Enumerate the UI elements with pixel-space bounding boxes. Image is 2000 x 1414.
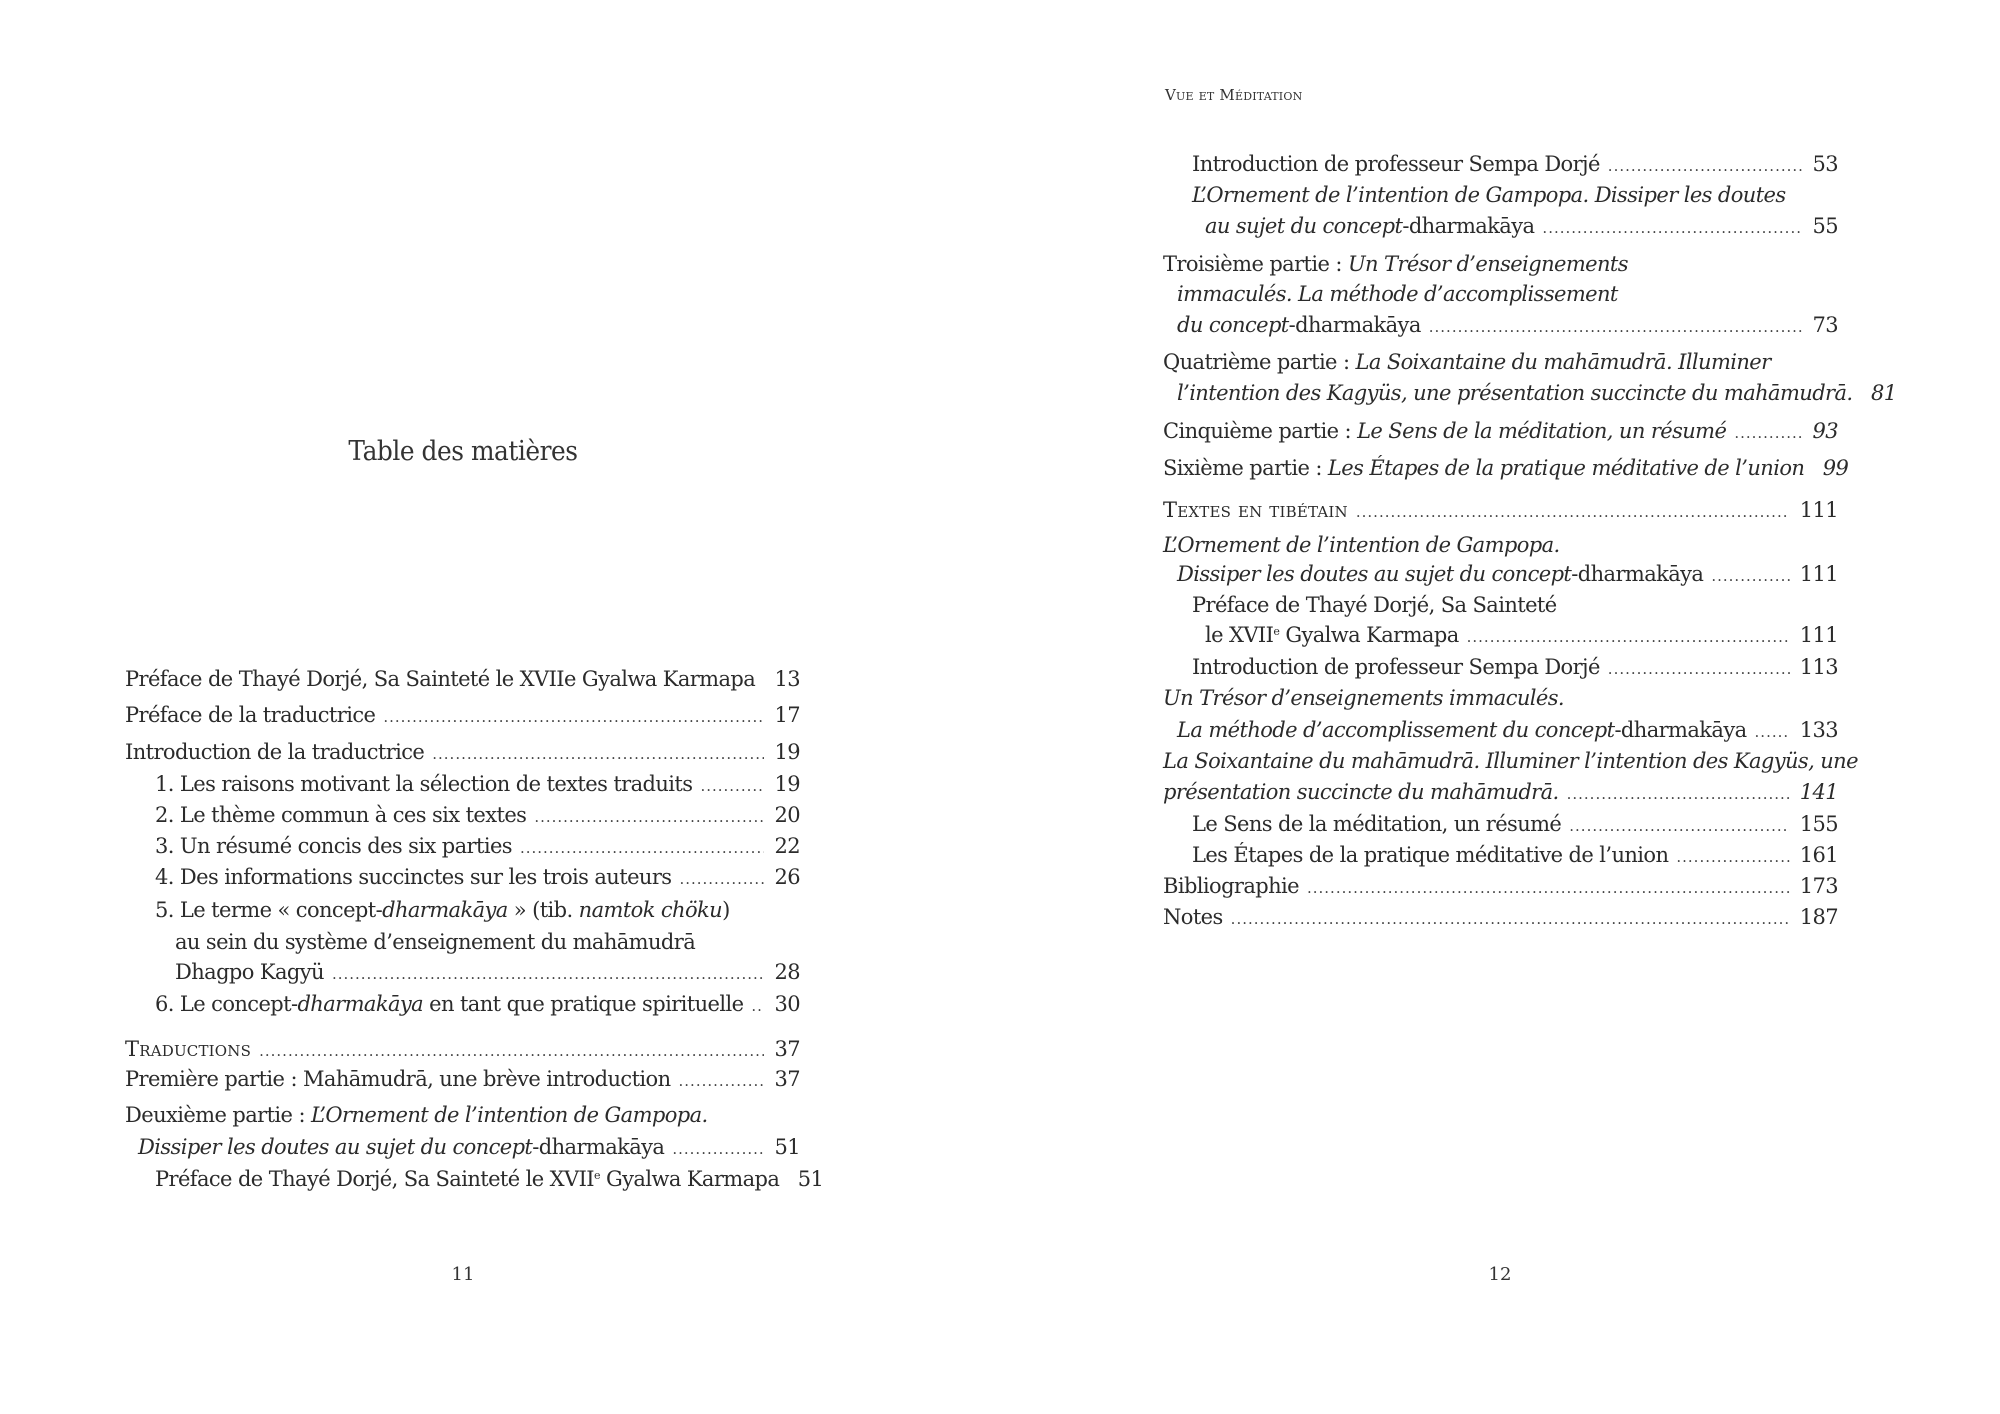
toc-page-number: 133 — [1799, 718, 1838, 742]
dot-leader — [1569, 811, 1789, 841]
toc-entry — [155, 1164, 824, 1194]
toc-entry-title: Cinquième partie : Le Sens de la méditation, un résumé — [1163, 419, 1727, 443]
toc-page-number: 22 — [774, 834, 800, 858]
toc-entry-title: 5. Le terme « concept-dharmakāya » (tib. namtok chöku) — [155, 898, 730, 922]
toc-entry-title: Introduction de la traductrice — [125, 740, 425, 764]
dot-leader — [679, 1066, 764, 1096]
toc-entry — [155, 769, 800, 799]
toc-entry — [1163, 871, 1838, 901]
toc-entry-title: Notes — [1163, 905, 1223, 929]
toc-entry — [1163, 902, 1838, 932]
dot-leader — [1608, 654, 1790, 684]
toc-entry-title: Quatrième partie : La Soixantaine du mahāmudrā. Illuminer — [1163, 350, 1771, 374]
toc-entry — [175, 957, 800, 987]
dot-leader — [1307, 873, 1790, 903]
toc-entry-title: 3. Un résumé concis des six parties — [155, 834, 512, 858]
toc-page-number: 51 — [797, 1167, 824, 1191]
toc-entry — [1163, 530, 1560, 560]
toc-page-number: 73 — [1812, 313, 1838, 337]
toc-page-number: 99 — [1822, 456, 1849, 480]
toc-entry — [1163, 453, 1849, 483]
toc-entry-title: Troisième partie : Un Trésor d’enseignements — [1163, 252, 1628, 276]
dot-leader — [751, 991, 764, 1021]
toc-entry-title: Textes en tibétain — [1163, 498, 1348, 522]
toc-page-number: 141 — [1799, 780, 1838, 804]
toc-entry-title: L’Ornement de l’intention de Gampopa. Dissiper les doutes — [1192, 183, 1786, 207]
toc-entry-title: Bibliographie — [1163, 874, 1299, 898]
toc-entry-title: du concept-dharmakāya — [1177, 313, 1421, 337]
dot-leader — [1542, 213, 1802, 243]
toc-entry-title: Un Trésor d’enseignements immaculés. — [1163, 686, 1564, 710]
dot-leader — [534, 802, 764, 832]
toc-entry-title: Les Étapes de la pratique méditative de l’union — [1192, 843, 1669, 867]
toc-page-number: 155 — [1799, 812, 1838, 836]
toc-entry-title: Dissiper les doutes au sujet du concept-dharmakāya — [138, 1135, 665, 1159]
toc-entry — [1177, 559, 1838, 589]
toc-entry-title: Préface de Thayé Dorjé, Sa Sainteté — [1192, 593, 1557, 617]
toc-entry — [1192, 809, 1838, 839]
dot-leader — [763, 666, 764, 696]
toc-page-number: 111 — [1799, 562, 1838, 586]
toc-page-number: 20 — [774, 803, 800, 827]
toc-entry — [1205, 211, 1838, 241]
dot-leader — [1676, 842, 1789, 872]
toc-page-number: 26 — [774, 865, 800, 889]
dot-leader — [1567, 779, 1790, 809]
toc-entry — [125, 664, 800, 694]
toc-entry-title: Préface de la traductrice — [125, 703, 376, 727]
toc-entry-title: Introduction de professeur Sempa Dorjé — [1192, 152, 1600, 176]
page-number: 11 — [451, 1264, 475, 1285]
toc-entry — [1192, 590, 1557, 620]
toc-entry — [1163, 347, 1771, 377]
toc-entry — [155, 800, 800, 830]
toc-entry — [1163, 249, 1628, 279]
toc-entry-title: Sixième partie : Les Étapes de la pratique méditative de l’union — [1163, 456, 1805, 480]
toc-page-number: 19 — [774, 772, 800, 796]
toc-entry — [175, 927, 695, 957]
toc-entry-title: Dissiper les doutes au sujet du concept-dharmakāya — [1177, 562, 1704, 586]
toc-page-number: 173 — [1799, 874, 1838, 898]
dot-leader — [1734, 418, 1802, 448]
toc-entry — [1177, 378, 1897, 408]
toc-page-number: 28 — [774, 960, 800, 984]
toc-entry-title: 1. Les raisons motivant la sélection de textes traduits — [155, 772, 693, 796]
toc-page-number: 53 — [1812, 152, 1838, 176]
dot-leader — [672, 1134, 764, 1164]
toc-entry-title: l’intention des Kagyüs, une présentation succincte du mahāmudrā. — [1177, 381, 1853, 405]
toc-entry — [125, 1064, 800, 1094]
toc-entry — [1192, 180, 1786, 210]
right-page — [1000, 0, 2000, 1414]
toc-entry — [125, 1100, 708, 1130]
toc-entry — [1163, 683, 1564, 713]
toc-page-number: 113 — [1799, 655, 1838, 679]
toc-page-number: 37 — [774, 1037, 800, 1061]
toc-page-number: 187 — [1799, 905, 1838, 929]
toc-page-number: 13 — [774, 667, 800, 691]
toc-entry-title: L’Ornement de l’intention de Gampopa. — [1163, 533, 1560, 557]
toc-entry-title: immaculés. La méthode d’accomplissement — [1177, 282, 1618, 306]
running-head: Vue et Méditation — [1165, 86, 1303, 104]
toc-page-number: 17 — [774, 703, 800, 727]
toc-entry-title: 6. Le concept-dharmakāya en tant que pratique spirituelle — [155, 992, 744, 1016]
toc-page-number: 111 — [1799, 498, 1838, 522]
toc-page-number: 37 — [774, 1067, 800, 1091]
page-number: 12 — [1488, 1264, 1512, 1285]
toc-entry-title: Deuxième partie : L’Ornement de l’intention de Gampopa. — [125, 1103, 708, 1127]
toc-entry — [1205, 620, 1838, 650]
toc-entry — [155, 895, 730, 925]
toc-entry — [1163, 495, 1838, 525]
toc-entry — [155, 862, 800, 892]
dot-leader — [520, 833, 764, 863]
dot-leader — [1608, 151, 1802, 181]
toc-entry-title: Le Sens de la méditation, un résumé — [1192, 812, 1562, 836]
toc-entry — [125, 1034, 800, 1064]
toc-entry-title: La Soixantaine du mahāmudrā. Illuminer l’intention des Kagyüs, une — [1163, 749, 1858, 773]
toc-entry-title: 2. Le thème commun à ces six textes — [155, 803, 527, 827]
toc-entry — [1163, 746, 1858, 776]
toc-entry — [1192, 652, 1838, 682]
toc-page-number: 93 — [1812, 419, 1838, 443]
toc-entry-title: Préface de Thayé Dorjé, Sa Sainteté le XVIIe Gyalwa Karmapa — [155, 1167, 780, 1191]
toc-entry — [125, 700, 800, 730]
toc-entry-title: le XVIIe Gyalwa Karmapa — [1205, 623, 1459, 647]
dot-leader — [1467, 622, 1790, 652]
toc-page-number: 19 — [774, 740, 800, 764]
toc-page-number: 81 — [1870, 381, 1897, 405]
toc-entry — [1163, 416, 1838, 446]
toc-page-number: 161 — [1799, 843, 1838, 867]
toc-entry-title: présentation succincte du mahāmudrā. — [1163, 780, 1559, 804]
dot-leader — [1356, 497, 1790, 527]
toc-entry-title: Traductions — [125, 1037, 252, 1061]
toc-entry — [1192, 840, 1838, 870]
toc-entry — [1177, 279, 1618, 309]
dot-leader — [332, 959, 764, 989]
page-title: Table des matières — [348, 436, 578, 467]
toc-entry — [138, 1132, 800, 1162]
toc-page-number: 55 — [1812, 214, 1838, 238]
toc-page-number: 51 — [774, 1135, 800, 1159]
toc-entry — [1177, 715, 1838, 745]
dot-leader — [1429, 312, 1802, 342]
dot-leader — [1711, 561, 1789, 591]
toc-entry — [155, 989, 800, 1019]
toc-entry — [1192, 149, 1838, 179]
dot-leader — [679, 864, 764, 894]
toc-entry-title: Dhagpo Kagyü — [175, 960, 324, 984]
toc-entry-title: Préface de Thayé Dorjé, Sa Sainteté le XVIIe Gyalwa Karmapa — [125, 667, 756, 691]
dot-leader — [432, 739, 764, 769]
toc-entry — [125, 737, 800, 767]
toc-entry-title: La méthode d’accomplissement du concept-dharmakāya — [1177, 718, 1747, 742]
toc-entry — [1163, 777, 1838, 807]
toc-entry-title: au sein du système d’enseignement du mahāmudrā — [175, 930, 696, 954]
dot-leader — [1231, 904, 1790, 934]
toc-entry-title: 4. Des informations succinctes sur les trois auteurs — [155, 865, 672, 889]
toc-page-number: 30 — [774, 992, 800, 1016]
dot-leader — [383, 702, 764, 732]
toc-entry-title: Première partie : Mahāmudrā, une brève introduction — [125, 1067, 671, 1091]
dot-leader — [259, 1036, 764, 1066]
toc-entry-title: au sujet du concept-dharmakāya — [1205, 214, 1535, 238]
toc-entry — [1177, 310, 1838, 340]
dot-leader — [700, 771, 764, 801]
toc-page-number: 111 — [1799, 623, 1838, 647]
dot-leader — [1755, 717, 1790, 747]
toc-entry — [155, 831, 800, 861]
toc-entry-title: Introduction de professeur Sempa Dorjé — [1192, 655, 1600, 679]
